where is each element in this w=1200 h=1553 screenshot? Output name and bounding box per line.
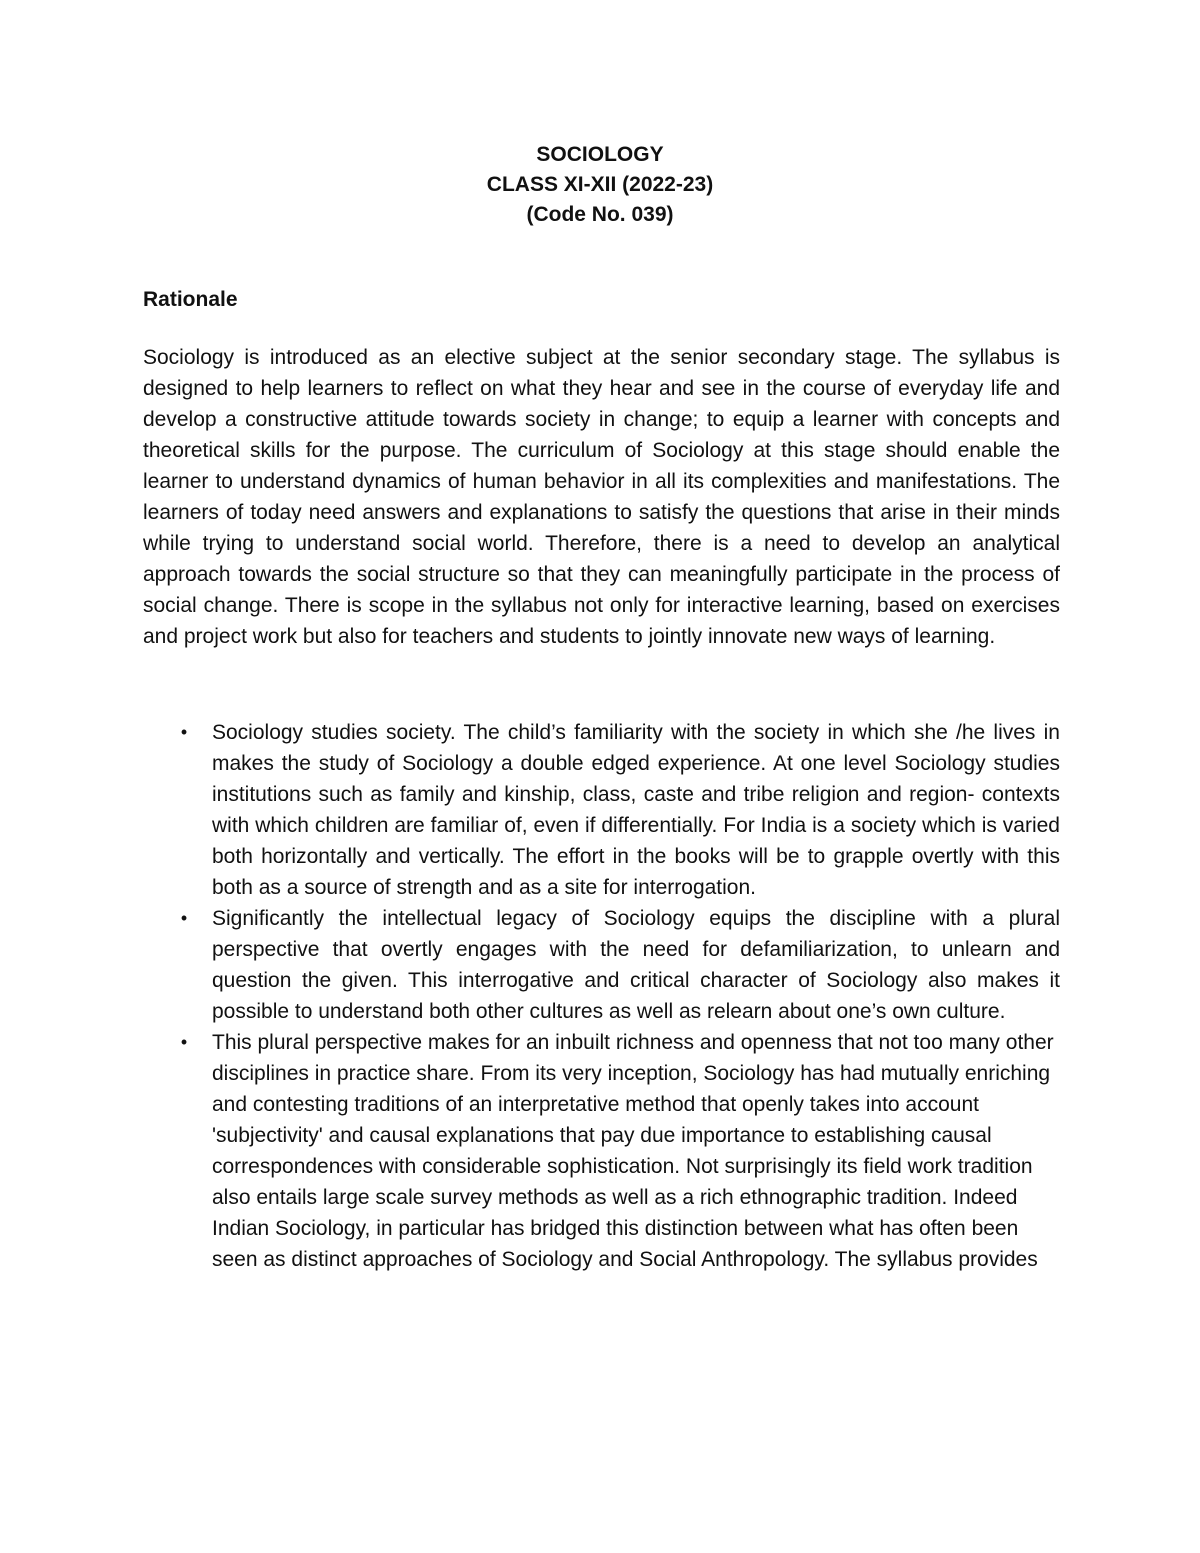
- document-title-block: [0, 140, 1200, 230]
- subject-title: SOCIOLOGY: [536, 143, 664, 166]
- list-item: [180, 1027, 1060, 1275]
- bullet-text: This plural perspective makes for an inbuilt richness and openness that not too many other disciplines in practice share. From its very inception, Sociology has had mutually enriching and contesting traditions of an interpretative method that openly takes into account 'subjectivity' and causal explanations that pay due importance to establishing causal correspondences with considerable sophistication. Not surprisingly its field work tradition also entails large scale survey methods as well as a rich ethnographic tradition. Indeed Indian Sociology, in particular has bridged this distinction between what has often been seen as distinct approaches of Sociology and Social Anthropology. The syllabus provides: [212, 1031, 1054, 1271]
- bullet-text: Sociology studies society. The child’s familiarity with the society in which she /he lives in makes the study of Sociology a double edged experience. At one level Sociology studies institutions such as family and kinship, class, caste and tribe religion and region- contexts with which children are familiar of, even if differentially. For India is a society which is varied both horizontally and vertically. The effort in the books will be to grapple overtly with this both as a source of strength and as a site for interrogation.: [212, 721, 1060, 899]
- bullet-icon: •: [180, 1032, 188, 1052]
- rationale-heading: Rationale: [143, 288, 238, 311]
- class-line: CLASS XI-XII (2022-23): [486, 173, 714, 196]
- list-item: [180, 903, 1060, 1027]
- rationale-paragraph: Sociology is introduced as an elective subject at the senior secondary stage. The syllabus is designed to help learners to reflect on what they hear and see in the course of everyday life and develop a constructive attitude towards society in change; to equip a learner with concepts and theoretical skills for the purpose. The curriculum of Sociology at this stage should enable the learner to understand dynamics of human behavior in all its complexities and manifestations. The learners of today need answers and explanations to satisfy the questions that arise in their minds while trying to understand social world. Therefore, there is a need to develop an analytical approach towards the social structure so that they can meaningfully participate in the process of social change. There is scope in the syllabus not only for interactive learning, based on exercises and project work but also for teachers and students to jointly innovate new ways of learning.: [143, 346, 1060, 648]
- bullet-text: Significantly the intellectual legacy of Sociology equips the discipline with a plural perspective that overtly engages with the need for defamiliarization, to unlearn and question the given. This interrogative and critical character of Sociology also makes it possible to understand both other cultures as well as relearn about one’s own culture.: [212, 907, 1060, 1023]
- bullet-icon: •: [180, 722, 188, 742]
- code-line: (Code No. 039): [526, 203, 674, 226]
- rationale-bullet-list: [180, 717, 1060, 1275]
- list-item: [180, 717, 1060, 903]
- bullet-icon: •: [180, 908, 188, 928]
